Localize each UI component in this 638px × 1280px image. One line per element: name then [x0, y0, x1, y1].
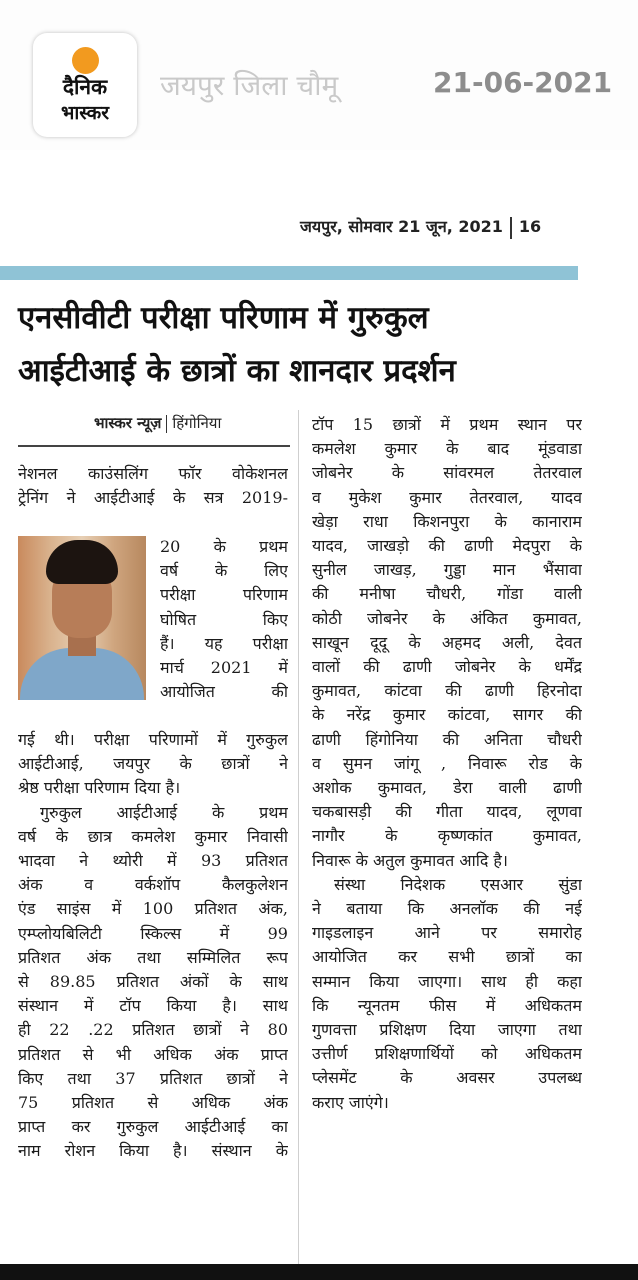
text-line: वर्ष के लिए	[160, 561, 288, 581]
text-line: की मनीषा चौधरी, गोंडा वाली	[312, 584, 582, 604]
text-line: मार्च 2021 में	[160, 658, 288, 678]
text-line: नाम रोशन किया है। संस्थान के	[18, 1141, 288, 1161]
text-line: से 89.85 प्रतिशत अंकों के साथ	[18, 972, 288, 992]
text-line: चकबासड़ी की गीता यादव, लूणवा	[312, 802, 582, 822]
text-line: ने बताया कि अनलॉक की नई	[312, 899, 582, 919]
dateline-separator	[510, 217, 512, 239]
text-line: व मुकेश कुमार तेतरवाल, यादव	[312, 487, 582, 507]
top-rule	[0, 266, 578, 280]
text-line: गुणवत्ता प्रशिक्षण दिया जाएगा तथा	[312, 1020, 582, 1040]
text-line: यादव, जाखड़ो की ढाणी मेदपुरा के	[312, 536, 582, 556]
text-line: के नरेंद्र कुमार कांटवा, सागर की	[312, 705, 582, 725]
text-line: कुमावत, कांटवा की ढाणी हिरनोदा	[312, 681, 582, 701]
text-line: खेड़ा राधा किशनपुरा के कानाराम	[312, 511, 582, 531]
text-line: अशोक कुमावत, डेरा वाली ढाणी	[312, 778, 582, 798]
text-line: गुरुकुल आईटीआई के प्रथम	[40, 802, 288, 822]
text-line: ही 22 .22 प्रतिशत छात्रों ने 80	[18, 1020, 288, 1040]
article-byline	[94, 413, 221, 433]
text-line: प्रतिशत से भी अधिक अंक प्राप्त	[18, 1044, 288, 1064]
column-1-top	[18, 462, 288, 510]
text-line: व सुमन जांगू , निवारू रोड के	[312, 753, 582, 773]
text-line: सम्मान किया जाएगा। साथ ही कहा	[312, 971, 582, 991]
text-line: भादवा ने थ्योरी में 93 प्रतिशत	[18, 851, 288, 871]
text-line: ढाणी हिंगोनिया की अनिता चौधरी	[312, 729, 582, 749]
text-line: नेशनल काउंसलिंग फॉर वोकेशनल	[18, 464, 288, 483]
bottom-cropped-strip	[0, 1264, 638, 1280]
text-line: श्रेष्ठ परीक्षा परिणाम दिया है।	[18, 778, 181, 798]
text-line: अंक व वर्कशॉप कैलकुलेशन	[18, 875, 288, 895]
text-line: आयोजित कर सभी छात्रों का	[312, 947, 582, 967]
headline-line: एनसीवीटी परीक्षा परिणाम में गुरुकुल	[18, 300, 429, 336]
text-line: परीक्षा परिणाम	[160, 585, 288, 605]
photo-hair	[46, 540, 118, 584]
byline-separator	[166, 415, 167, 433]
text-line: सुनील जाखड़, गुड्डा मान भैंसावा	[312, 560, 582, 580]
text-line: जोबनेर के सांवरमल तेतरवाल	[312, 463, 582, 483]
column-divider	[298, 410, 299, 1270]
text-line: उत्तीर्ण प्रशिक्षणार्थियों को अधिकतम	[312, 1044, 582, 1064]
text-line: 20 के प्रथम	[160, 537, 288, 556]
text-line: संस्था निदेशक एसआर सुंडा	[334, 874, 582, 894]
logo-text-line2: भास्कर	[60, 102, 110, 124]
text-line: प्लेसमेंट के अवसर उपलब्ध	[312, 1068, 582, 1088]
text-line: गाइडलाइन आने पर समारोह	[312, 923, 582, 943]
page-dateline	[300, 215, 541, 239]
text-line: कराए जाएंगे।	[312, 1092, 389, 1112]
text-line: हैं। यह परीक्षा	[160, 633, 288, 653]
dainik-bhaskar-logo	[33, 33, 137, 137]
page-number: 16	[518, 217, 542, 236]
text-line: प्राप्त कर गुरुकुल आईटीआई का	[18, 1117, 288, 1137]
text-line: निवारू के अतुल कुमावत आदि है।	[312, 850, 508, 870]
byline-rule	[18, 445, 290, 447]
text-line: घोषित किए	[160, 609, 288, 629]
column-1-bottom	[18, 728, 288, 1164]
text-line: साखून दूदू के अहमद अली, देवत	[312, 632, 582, 652]
byline-source: भास्कर न्यूज़	[94, 414, 162, 432]
edition-location: जयपुर जिला चौमू	[160, 69, 339, 102]
text-line: कमलेश कुमार के बाद मूंडवाडा	[312, 439, 582, 459]
text-line: वालों की ढाणी जोबनेर के धर्मेंद्र	[312, 657, 582, 677]
text-line: एंड साइंस में 100 प्रतिशत अंक,	[18, 899, 288, 919]
text-line: कि न्यूनतम फीस में अधिकतम	[312, 995, 582, 1015]
text-line: प्रतिशत अंक तथा सम्मिलित रूप	[18, 947, 288, 967]
text-line: वर्ष के छात्र कमलेश कुमार निवासी	[18, 826, 288, 846]
text-line: एम्प्लोयबिलिटी स्किल्स में 99	[18, 923, 288, 943]
logo-sun-icon	[72, 47, 99, 74]
text-line: आईटीआई, जयपुर के छात्रों ने	[18, 754, 288, 774]
student-photo	[18, 536, 146, 700]
text-line: नागौर के कृष्णकांत कुमावत,	[312, 826, 582, 846]
headline-line: आईटीआई के छात्रों का शानदार प्रदर्शन	[18, 353, 456, 389]
text-line: टॉप 15 छात्रों में प्रथम स्थान पर	[312, 415, 582, 434]
text-line: 75 प्रतिशत से अधिक अंक	[18, 1093, 288, 1113]
app-header	[0, 0, 638, 150]
text-line: किए तथा 37 प्रतिशत छात्रों ने	[18, 1068, 288, 1088]
text-line: संस्थान में टॉप किया है। साथ	[18, 996, 288, 1016]
column-2	[312, 413, 582, 1115]
dateline-text: जयपुर, सोमवार 21 जून, 2021	[300, 217, 503, 236]
article-headline	[18, 292, 578, 398]
logo-text-line1: दैनिक	[62, 75, 108, 99]
text-line: आयोजित की	[160, 682, 288, 702]
column-1-beside-photo	[160, 535, 288, 704]
text-line: कोठी जोबनेर के अंकित कुमावत,	[312, 608, 582, 628]
byline-place: हिंगोनिया	[172, 414, 222, 432]
text-line: ट्रेनिंग ने आईटीआई के सत्र 2019-	[18, 488, 288, 508]
text-line: गई थी। परीक्षा परिणामों में गुरुकुल	[18, 730, 288, 749]
edition-date: 21-06-2021	[433, 66, 613, 99]
